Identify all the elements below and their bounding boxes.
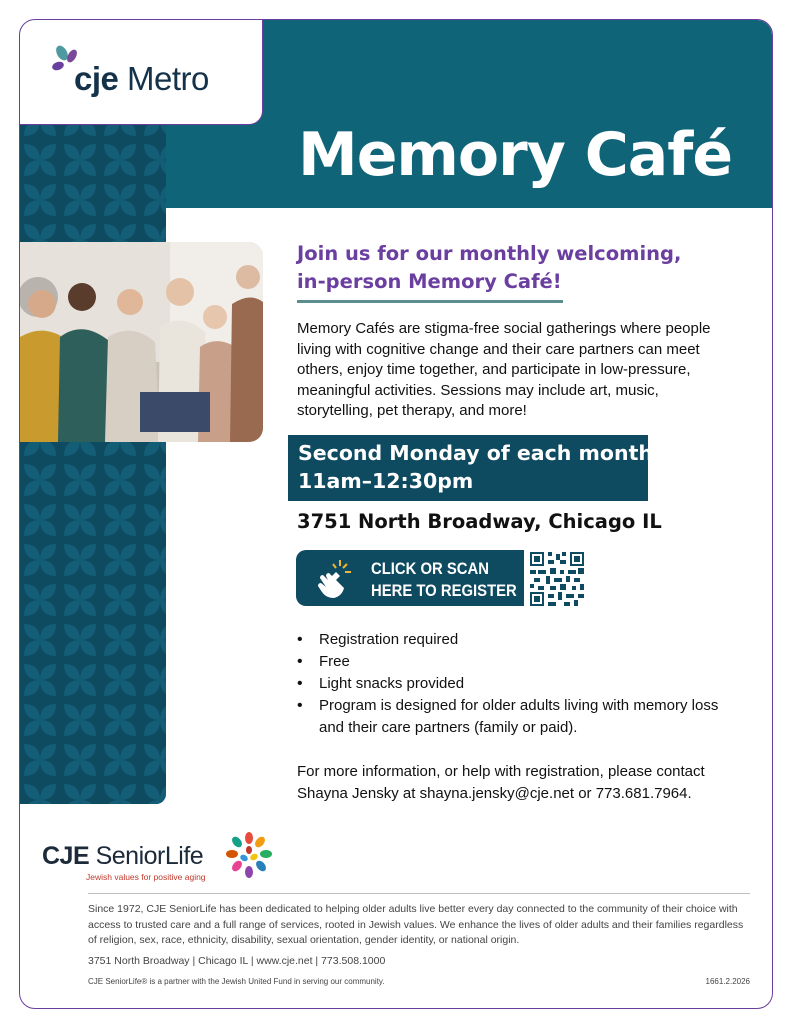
document-code: 1661.2.2026 [705, 977, 750, 986]
register-button-label [371, 558, 517, 602]
about-paragraph: Since 1972, CJE SeniorLife has been dedicated to helping older adults live better every day connected to the community of their choice with access to trusted care and a full range of services, rooted in Jewish values. We enhance the lives of older adults and their families regardless of religion, sex, race, ethnicity, disability, sexual orientation, gender identity, or national origin. [88, 903, 744, 946]
seniorlife-bold: CJE [42, 842, 90, 870]
seniorlife-regular: SeniorLife [95, 842, 204, 870]
list-item: • Registration required [297, 629, 747, 651]
register-line-2: HERE TO REGISTER [371, 582, 517, 600]
list-item: • Free [297, 651, 747, 673]
schedule-day: Second Monday of each month [298, 441, 653, 465]
subhead-line-1: Join us for our monthly welcoming, [297, 242, 682, 265]
subhead [297, 240, 737, 296]
logo-regular: Metro [127, 60, 209, 97]
seniorlife-tagline: Jewish values for positive aging [86, 872, 206, 882]
event-address: 3751 North Broadway, Chicago IL [297, 510, 662, 533]
flyer-frame [19, 19, 773, 1009]
schedule-time: 11am–12:30pm [298, 469, 474, 493]
intro-paragraph: Memory Cafés are stigma-free social gatherings where people living with cognitive change and their care partners can meet others, enjoy time together, and participate in low-pressure, meaningful activities. Sessions may include art, music, storytelling, pet therapy, and more! [297, 320, 711, 419]
photo-illustration [20, 242, 263, 442]
contact-paragraph: For more information, or help with registration, please contact Shayna Jensky at shayna.jensky@cje.net or 773.681.7964. [297, 763, 705, 802]
footer-divider [88, 893, 750, 894]
logo-bold: cje [74, 60, 119, 97]
logo-wordmark [74, 60, 209, 98]
tap-hand-icon [314, 558, 356, 600]
cje-seniorlife-logo[interactable] [42, 828, 282, 890]
footer-contact-line: 3751 North Broadway | Chicago IL | www.cje.net | 773.508.1000 [88, 955, 386, 967]
qr-code-icon[interactable] [530, 552, 584, 606]
seniorlife-wordmark [42, 842, 203, 871]
subhead-line-2: in-person Memory Café! [297, 270, 562, 293]
register-line-1: CLICK OR SCAN [371, 560, 489, 578]
page-title: Memory Café [298, 120, 733, 190]
group-photo [20, 242, 263, 442]
seniorlife-flower-icon [224, 830, 274, 880]
schedule-box [288, 435, 653, 501]
subhead-divider [297, 300, 563, 303]
list-item: • Program is designed for older adults living with memory loss and their care partners (family or paid). [297, 695, 747, 739]
register-button[interactable] [296, 550, 524, 606]
partner-note: CJE SeniorLife® is a partner with the Jewish United Fund in serving our community. [88, 977, 385, 986]
features-list [297, 629, 747, 739]
cje-metro-logo[interactable] [20, 20, 263, 125]
list-item: • Light snacks provided [297, 673, 747, 695]
